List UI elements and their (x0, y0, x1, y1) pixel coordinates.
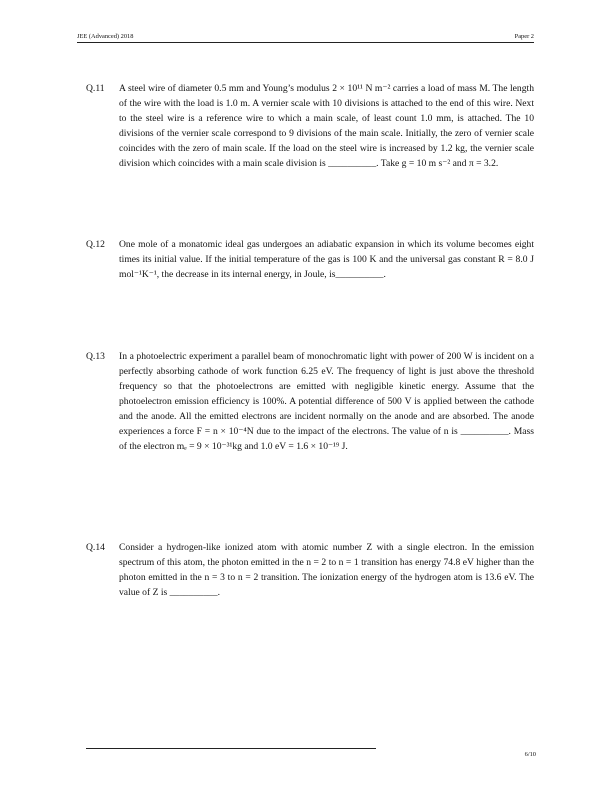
header-divider (77, 42, 534, 43)
question-text: Consider a hydrogen-like ionized atom with atomic number Z with a single electron. In the emission spectrum of this atom, the photon emitted in the n = 2 to n = 1 transition has energy 74.8 eV higher than the photon emitted in the n = 3 to n = 2 transition. The ionization energy of the hydrogen atom is 13.6 eV. The value of Z is __________. (119, 542, 534, 598)
question-12 (86, 237, 534, 282)
question-14 (86, 540, 534, 600)
paper-label: Paper 2 (514, 33, 534, 40)
question-number: Q.12 (86, 239, 105, 250)
question-number: Q.11 (86, 83, 105, 94)
question-text: In a photoelectric experiment a parallel beam of monochromatic light with power of 200 W is incident on a perfectly absorbing cathode of work function 6.25 eV. The frequency of light is just above the threshold frequency so that the photoelectrons are emitted with negligible kinetic energy. Assume that the photoelectron emission efficiency is 100%. A potential difference of 500 V is applied between the cathode and the anode. All the emitted electrons are incident normally on the anode and are absorbed. The anode experiences a force F = n × 10⁻⁴N due to the impact of the electrons. The value of n is __________. Mass of the electron mₑ = 9 × 10⁻³¹kg and 1.0 eV = 1.6 × 10⁻¹⁹ J. (119, 351, 534, 452)
question-11 (86, 81, 534, 171)
question-number: Q.14 (86, 542, 105, 553)
question-text: A steel wire of diameter 0.5 mm and Young’s modulus 2 × 10¹¹ N m⁻² carries a load of mass M. The length of the wire with the load is 1.0 m. A vernier scale with 10 divisions is attached to the end of this wire. Next to the steel wire is a reference wire to which a main scale, of least count 1.0 mm, is attached. The 10 divisions of the vernier scale correspond to 9 divisions of the main scale. Initially, the zero of vernier scale coincides with the zero of main scale. If the load on the steel wire is increased by 1.2 kg, the vernier scale division which coincides with a main scale division is __________. Take g = 10 m s⁻² and π = 3.2. (119, 83, 534, 169)
page-number: 6/10 (524, 751, 536, 758)
question-text: One mole of a monatomic ideal gas undergoes an adiabatic expansion in which its volume becomes eight times its initial value. If the initial temperature of the gas is 100 K and the universal gas constant R = 8.0 J mol⁻¹K⁻¹, the decrease in its internal energy, in Joule, is__________. (119, 239, 534, 280)
question-13 (86, 349, 534, 454)
question-number: Q.13 (86, 351, 105, 362)
footer-divider (86, 748, 376, 749)
exam-title: JEE (Advanced) 2018 (77, 33, 134, 40)
